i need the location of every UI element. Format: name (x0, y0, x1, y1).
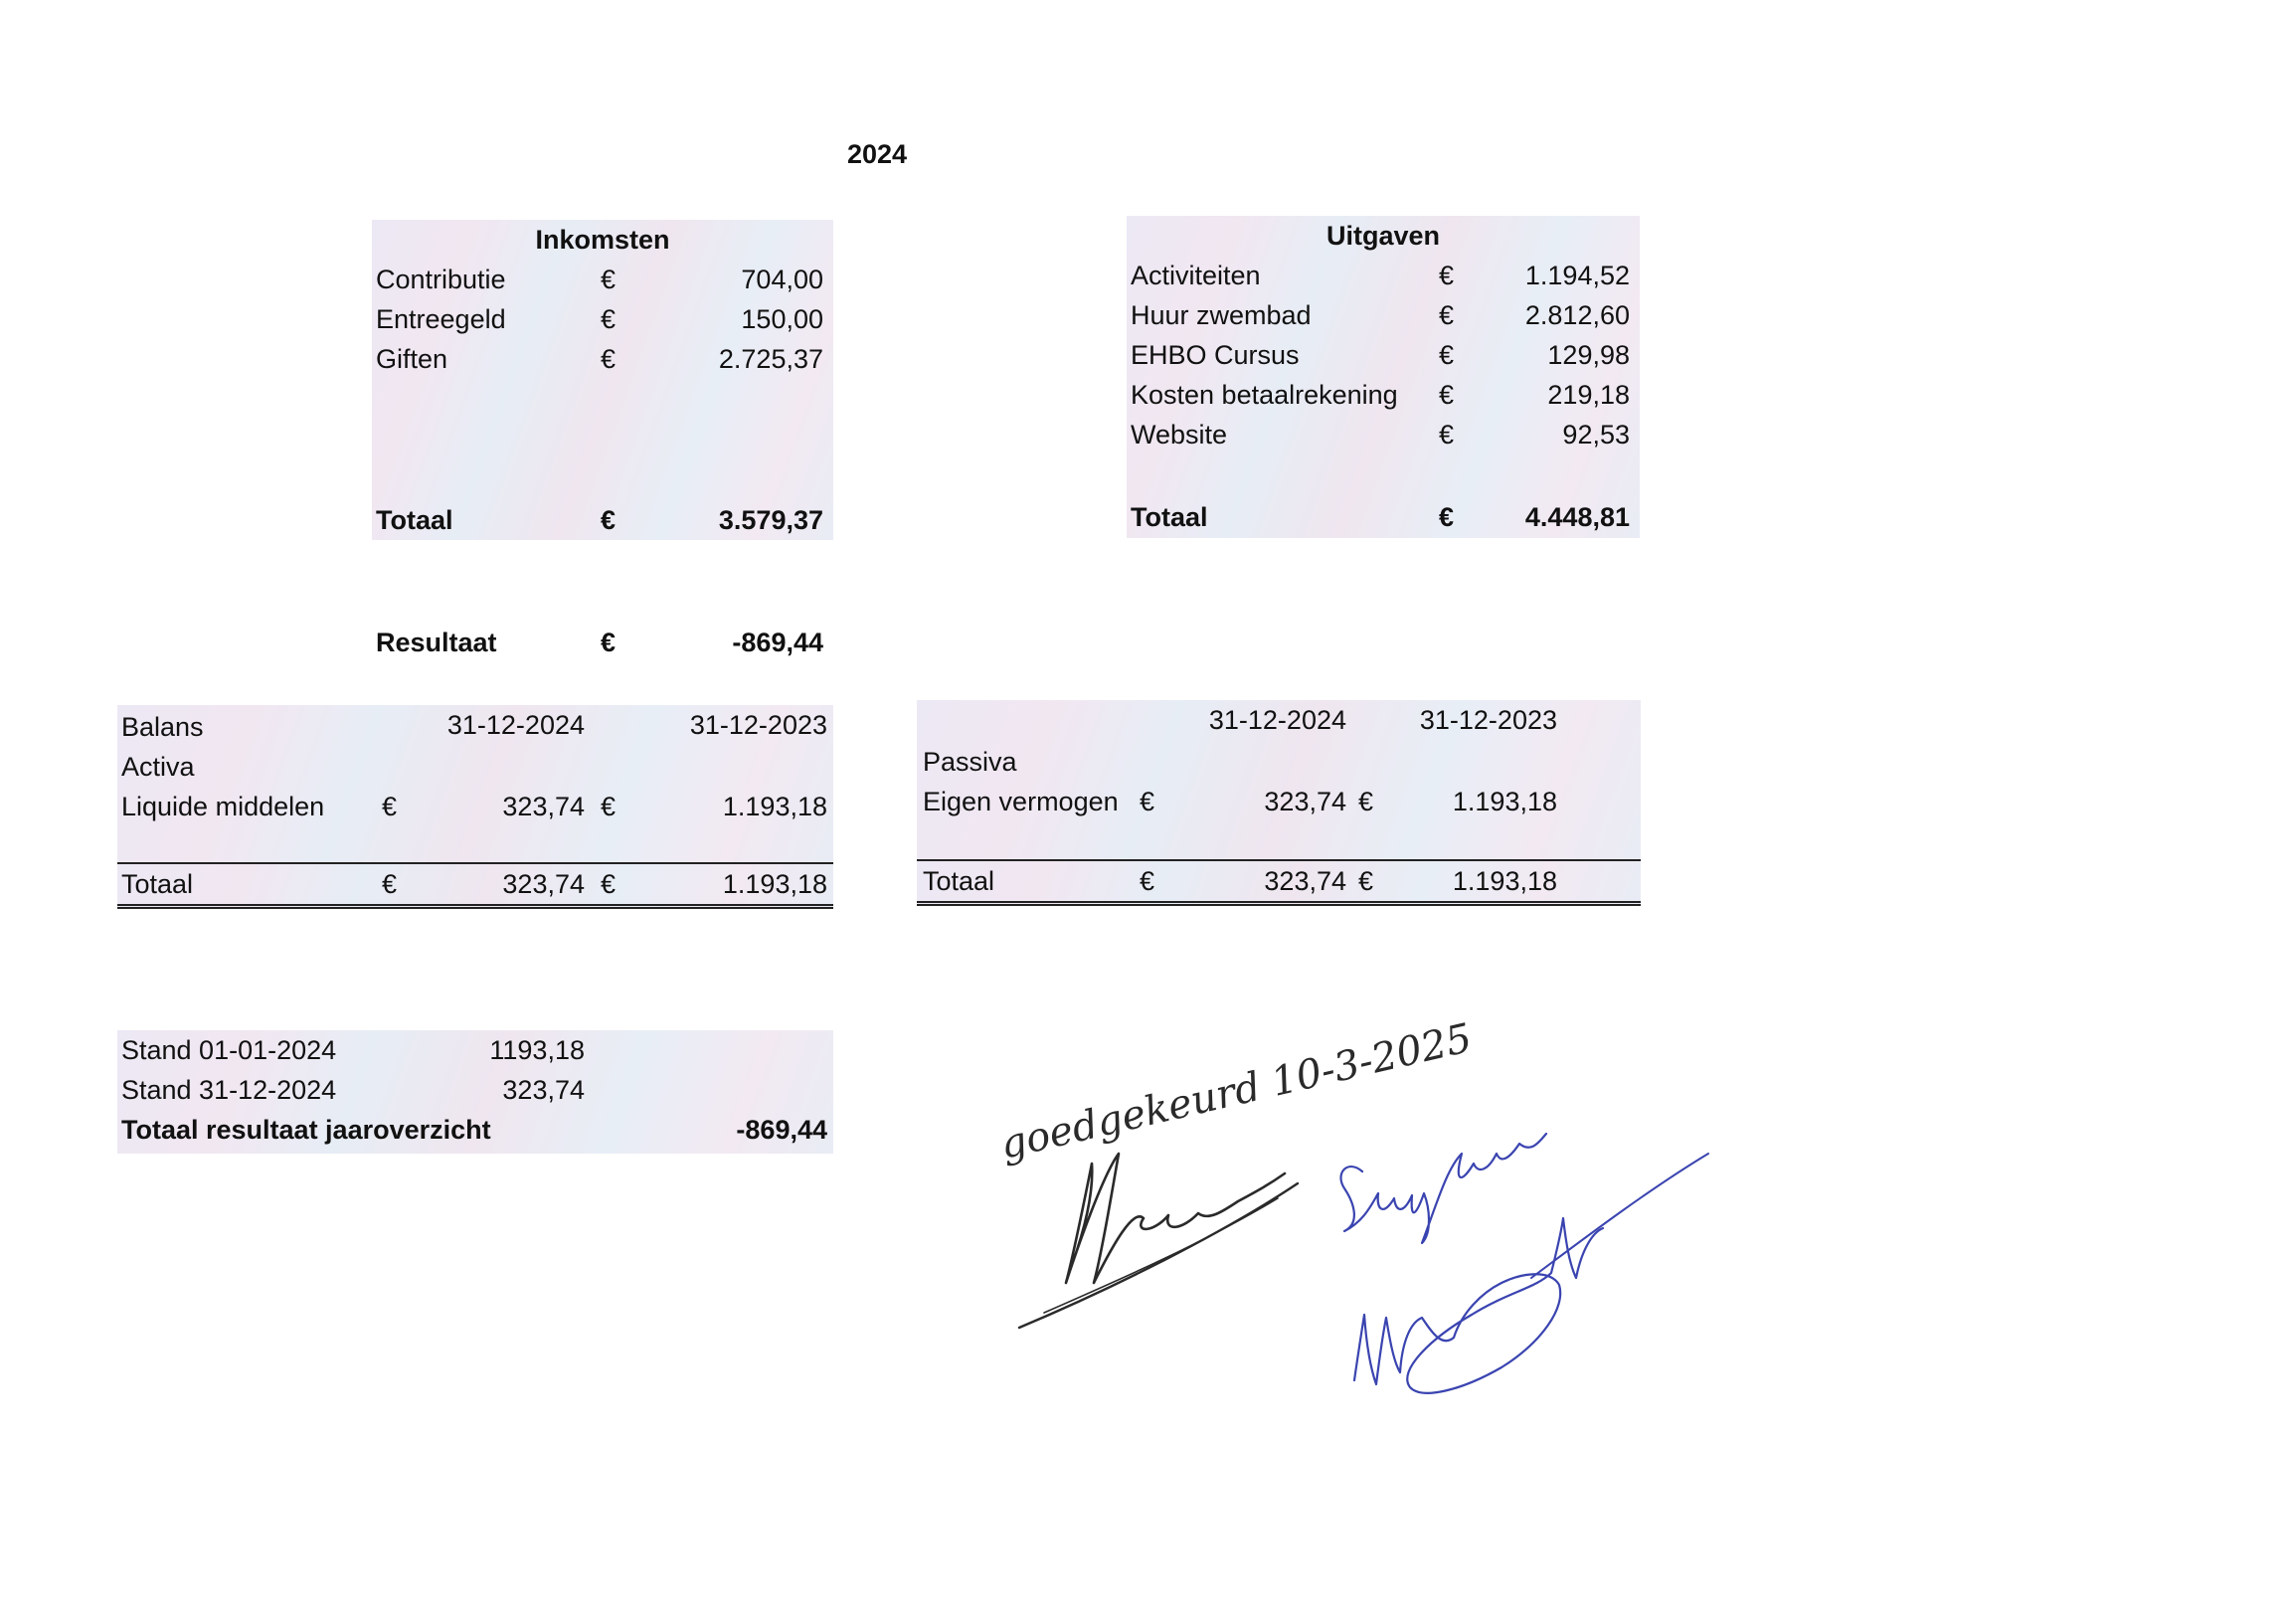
assets-total-label: Totaal (121, 869, 194, 899)
expense-label: EHBO Cursus (1131, 340, 1300, 370)
assets-total-previous: 1.193,18 (722, 869, 827, 899)
liabilities-row-label: Eigen vermogen (923, 787, 1119, 816)
expenses-total-amount: 4.448,81 (1524, 502, 1630, 532)
summary-end-value: 323,74 (502, 1075, 585, 1105)
signature-2 (1340, 1134, 1708, 1393)
liabilities-row-previous: 1.193,18 (1452, 787, 1557, 816)
currency-symbol: € (601, 344, 617, 374)
currency-symbol: € (601, 869, 617, 899)
liabilities-total-label: Totaal (923, 866, 995, 896)
date-previous: 31-12-2023 (689, 710, 827, 740)
income-amount: 150,00 (741, 304, 823, 334)
currency-symbol: € (1439, 502, 1455, 532)
income-label: Entreegeld (376, 304, 506, 334)
income-label: Contributie (376, 265, 506, 294)
date-current: 31-12-2024 (446, 710, 585, 740)
expense-label: Kosten betaalrekening (1131, 380, 1398, 410)
expense-label: Huur zwembad (1131, 300, 1312, 330)
liabilities-row-current: 323,74 (1264, 787, 1346, 816)
result-amount: -869,44 (732, 628, 823, 657)
income-label: Giften (376, 344, 448, 374)
expenses-total-label: Totaal (1131, 502, 1208, 532)
approval-note: goedgekeurd 10-3-2025 (995, 1014, 1477, 1169)
income-total-label: Totaal (376, 505, 453, 535)
assets-total-current: 323,74 (502, 869, 585, 899)
income-amount: 2.725,37 (718, 344, 823, 374)
currency-symbol: € (1358, 866, 1374, 896)
expense-label: Website (1131, 420, 1228, 450)
result-label: Resultaat (376, 628, 497, 657)
currency-symbol: € (1140, 866, 1155, 896)
currency-symbol: € (1439, 380, 1455, 410)
expense-amount: 129,98 (1547, 340, 1630, 370)
assets-row-previous: 1.193,18 (722, 792, 827, 821)
currency-symbol: € (382, 869, 398, 899)
expense-amount: 2.812,60 (1524, 300, 1630, 330)
currency-symbol: € (1140, 787, 1155, 816)
currency-symbol: € (1439, 420, 1455, 450)
currency-symbol: € (1439, 300, 1455, 330)
currency-symbol: € (1439, 261, 1455, 290)
currency-symbol: € (1358, 787, 1374, 816)
balance-title: Balans (121, 712, 204, 742)
income-total-amount: 3.579,37 (718, 505, 823, 535)
currency-symbol: € (601, 505, 617, 535)
expense-label: Activiteiten (1131, 261, 1261, 290)
expense-amount: 92,53 (1562, 420, 1630, 450)
year-heading: 2024 (847, 139, 908, 169)
currency-symbol: € (601, 792, 617, 821)
currency-symbol: € (601, 265, 617, 294)
currency-symbol: € (601, 628, 617, 657)
summary-total-value: -869,44 (736, 1115, 827, 1145)
liabilities-total-current: 323,74 (1264, 866, 1346, 896)
expenses-heading: Uitgaven (1325, 221, 1441, 251)
income-heading: Inkomsten (535, 225, 670, 255)
expense-amount: 1.194,52 (1524, 261, 1630, 290)
currency-symbol: € (382, 792, 398, 821)
summary-start-label: Stand 01-01-2024 (121, 1035, 337, 1065)
income-amount: 704,00 (741, 265, 823, 294)
currency-symbol: € (601, 304, 617, 334)
summary-end-label: Stand 31-12-2024 (121, 1075, 337, 1105)
expense-amount: 219,18 (1547, 380, 1630, 410)
date-previous: 31-12-2023 (1419, 705, 1557, 735)
currency-symbol: € (1439, 340, 1455, 370)
liabilities-section-label: Passiva (923, 747, 1017, 777)
signature-1 (1019, 1154, 1298, 1328)
date-current: 31-12-2024 (1208, 705, 1346, 735)
assets-row-label: Liquide middelen (121, 792, 325, 821)
summary-total-label: Totaal resultaat jaaroverzicht (121, 1115, 491, 1145)
liabilities-total-previous: 1.193,18 (1452, 866, 1557, 896)
assets-section-label: Activa (121, 752, 195, 782)
summary-start-value: 1193,18 (489, 1035, 585, 1065)
assets-row-current: 323,74 (502, 792, 585, 821)
